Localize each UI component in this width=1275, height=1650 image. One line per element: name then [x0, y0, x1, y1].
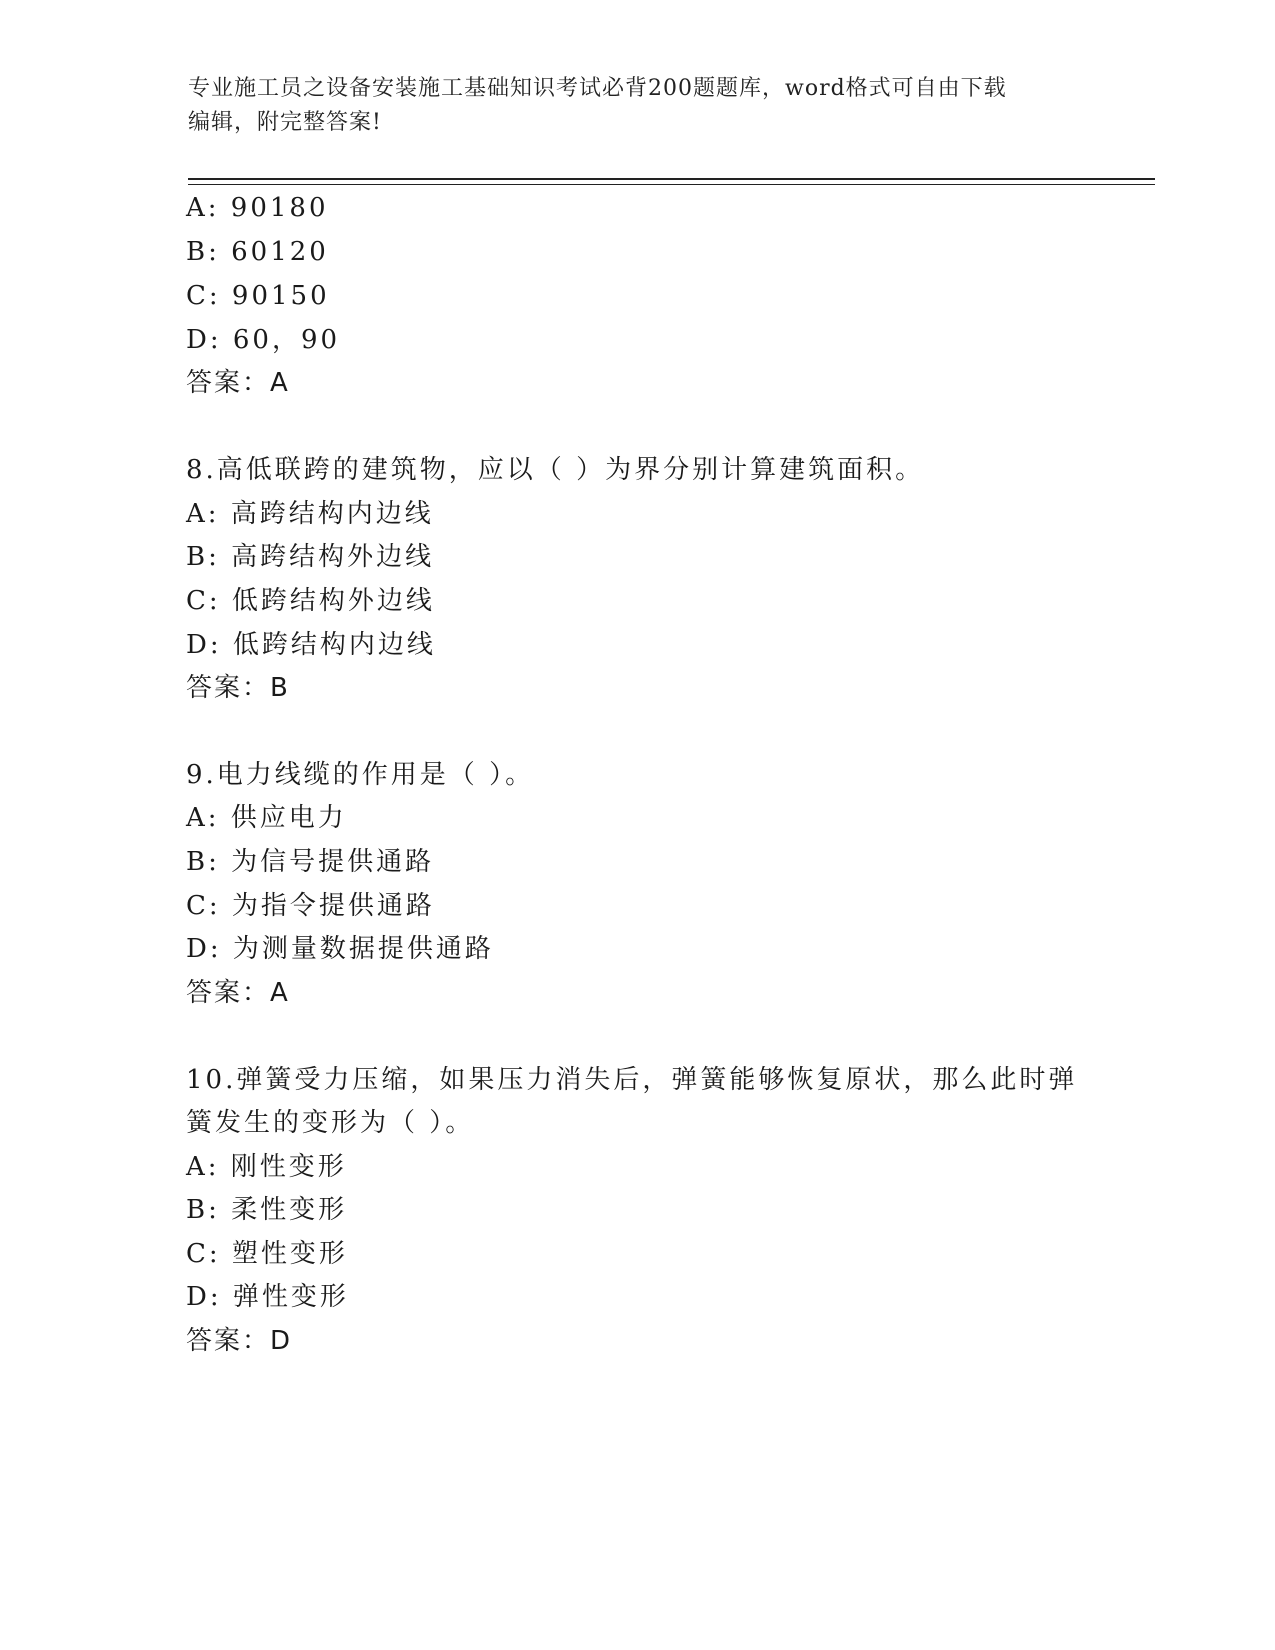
- q10-option-a: A: 刚性变形: [186, 1152, 347, 1182]
- q9-option-b: B: 为信号提供通路: [186, 847, 435, 877]
- q8-stem: 8.高低联跨的建筑物，应以（ ）为界分别计算建筑面积。: [186, 455, 925, 485]
- header-line-1: 专业施工员之设备安装施工基础知识考试必背200题题库，word格式可自由下载: [188, 76, 1007, 101]
- q8-option-a: A: 高跨结构内边线: [186, 499, 434, 529]
- q8-option-d: D: 低跨结构内边线: [186, 630, 436, 660]
- q7-option-c: C: 90150: [186, 281, 330, 311]
- q8-option-b: B: 高跨结构外边线: [186, 542, 435, 572]
- q10-option-b: B: 柔性变形: [186, 1195, 348, 1225]
- q9-answer: 答案：A: [186, 978, 290, 1008]
- q9-stem: 9.电力线缆的作用是（ ）。: [186, 760, 535, 790]
- q9-option-a: A: 供应电力: [186, 803, 347, 833]
- q7-option-a: A: 90180: [186, 193, 329, 223]
- q7-option-d: D: 60，90: [186, 325, 341, 355]
- header-divider-thick: [188, 178, 1155, 180]
- q10-answer: 答案：D: [186, 1326, 293, 1356]
- q8-option-c: C: 低跨结构外边线: [186, 586, 435, 616]
- q10-option-c: C: 塑性变形: [186, 1239, 348, 1269]
- q9-option-c: C: 为指令提供通路: [186, 891, 435, 921]
- q8-answer: 答案：B: [186, 673, 290, 703]
- q10-stem-line-1: 10.弹簧受力压缩，如果压力消失后，弹簧能够恢复原状，那么此时弹: [186, 1065, 1078, 1095]
- q7-option-b: B: 60120: [186, 237, 329, 267]
- header-line-2: 编辑，附完整答案!: [188, 110, 382, 135]
- q9-option-d: D: 为测量数据提供通路: [186, 934, 494, 964]
- header-divider-thin: [188, 184, 1155, 185]
- document-header: [188, 72, 1088, 140]
- q7-answer: 答案：A: [186, 368, 290, 398]
- q10-stem-line-2: 簧发生的变形为（ ）。: [186, 1108, 475, 1138]
- q10-option-d: D: 弹性变形: [186, 1282, 349, 1312]
